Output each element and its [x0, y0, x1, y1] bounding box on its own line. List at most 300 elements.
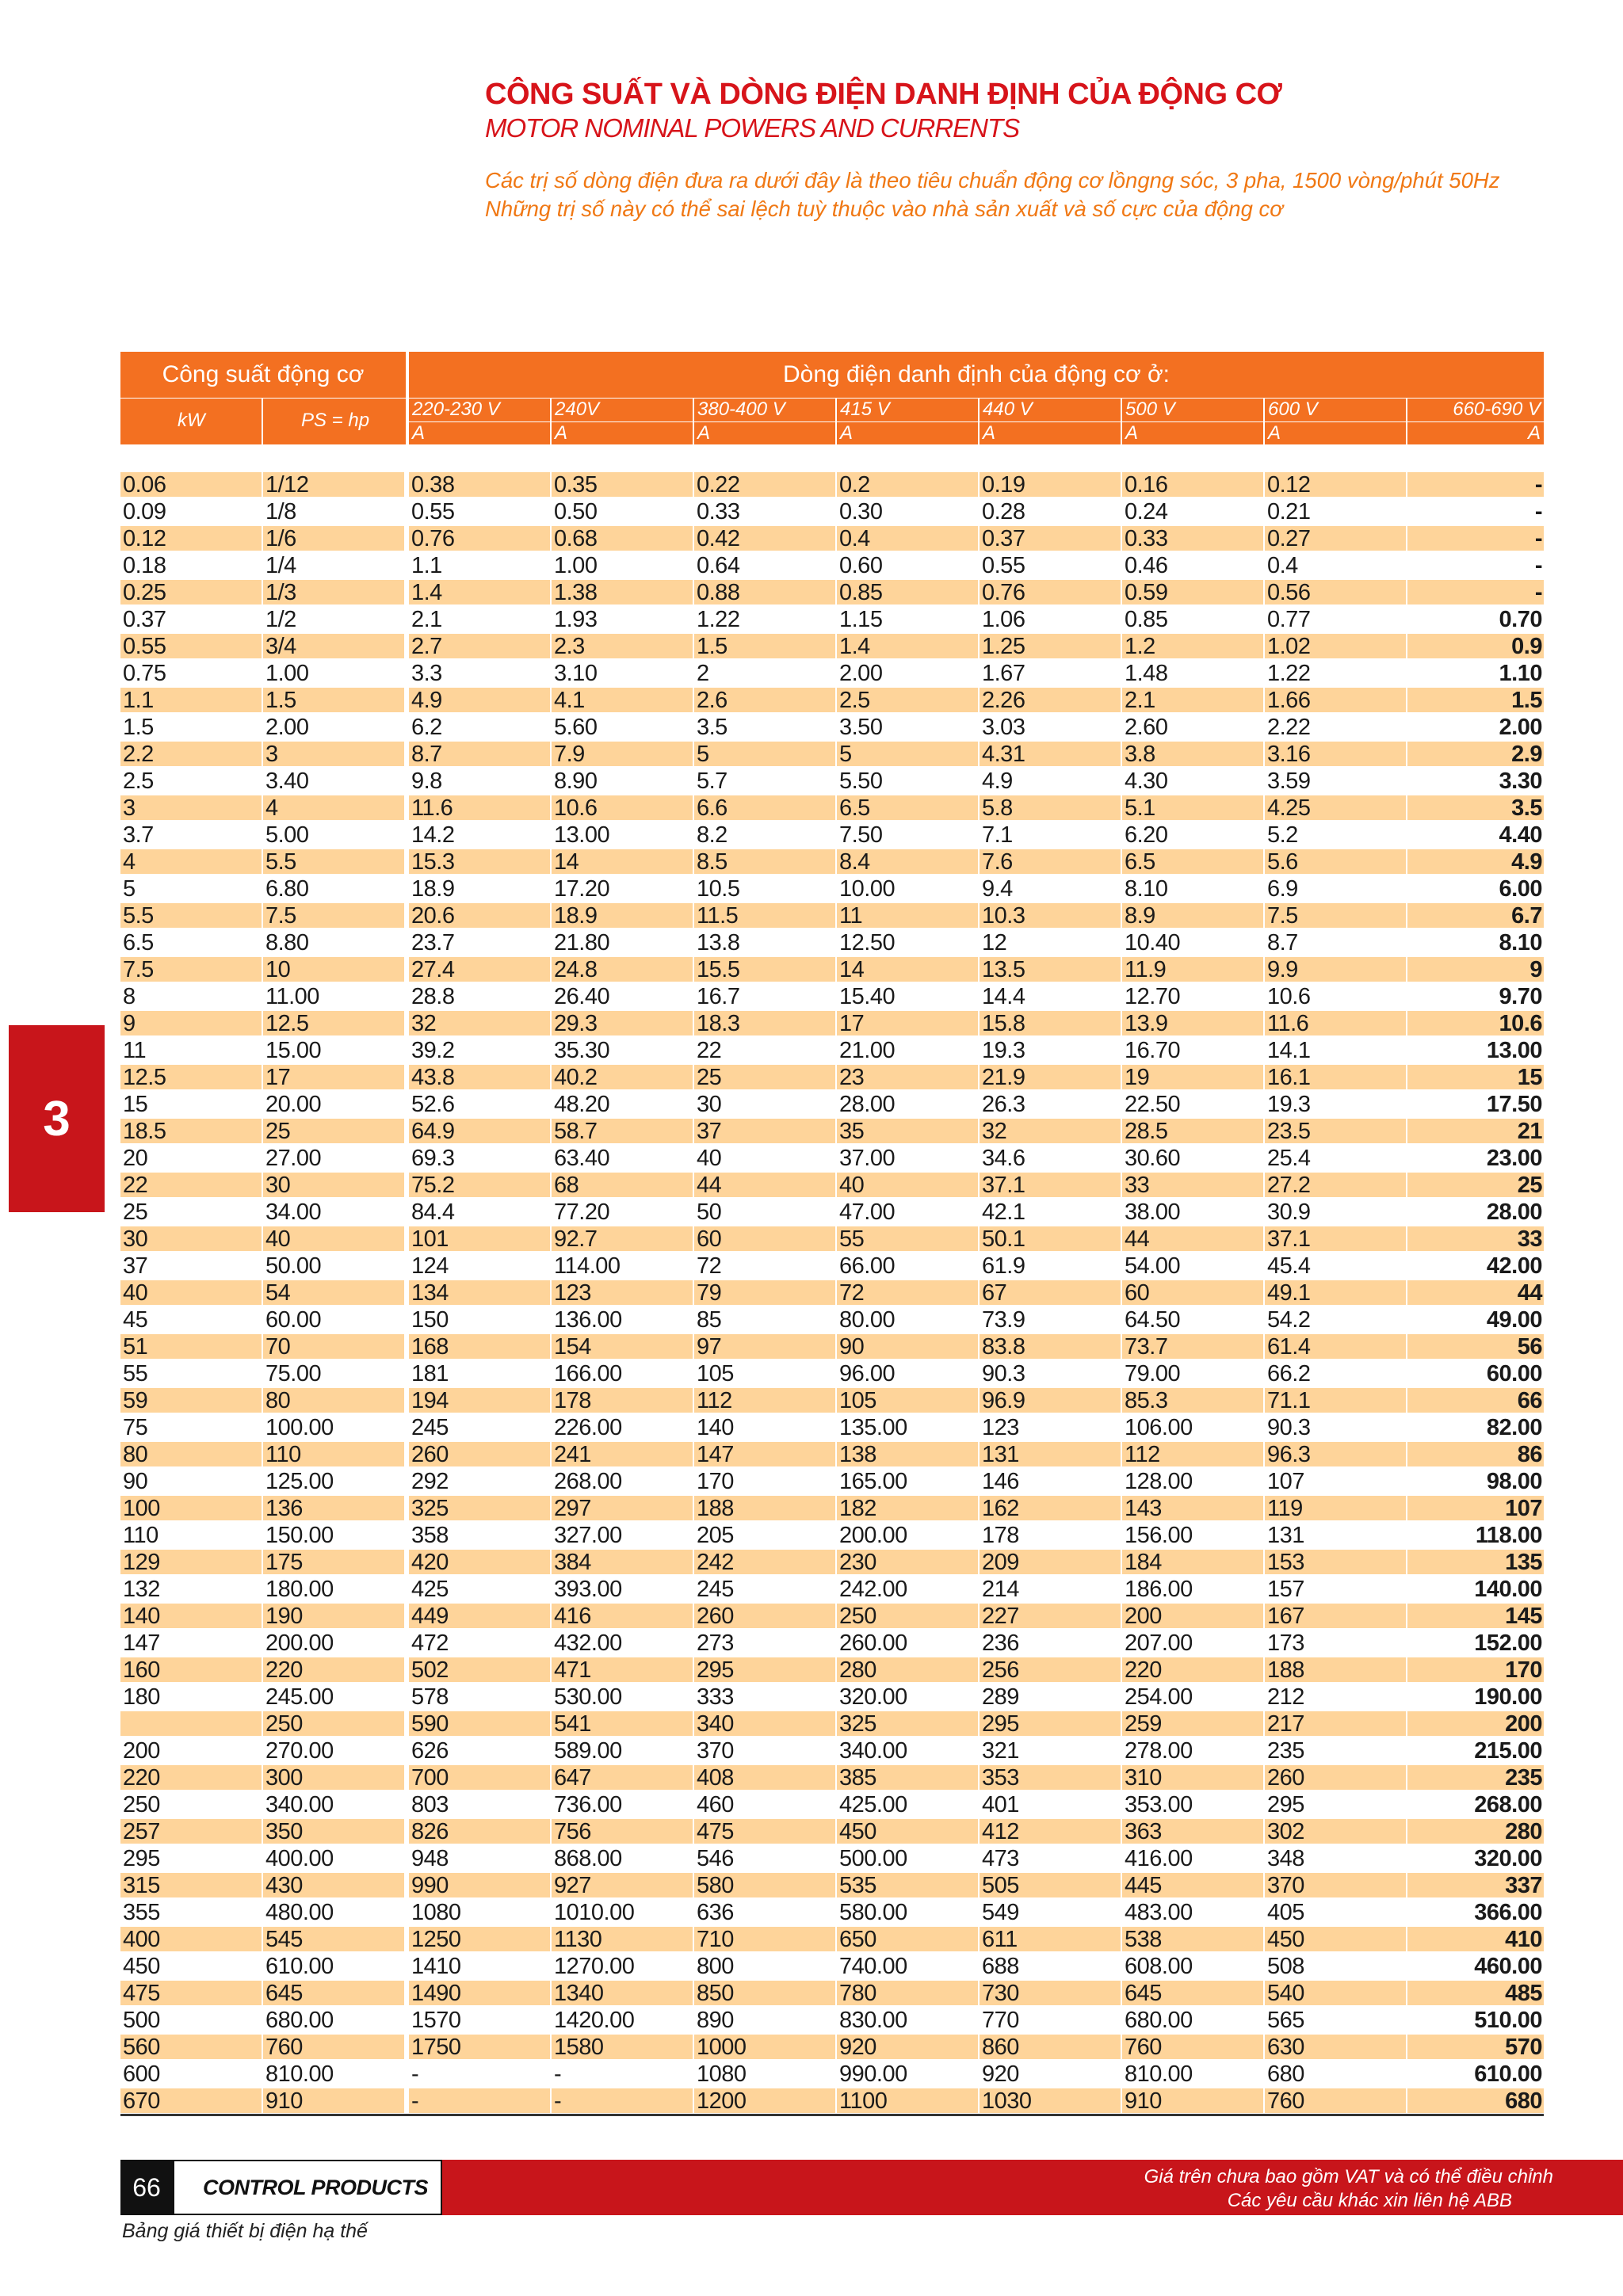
table-cell: 530.00: [554, 1684, 622, 1709]
header-voltage-cell: [1122, 399, 1263, 421]
table-cell: 157: [1267, 1577, 1304, 1601]
table-cell: 2.6: [694, 688, 835, 712]
table-cell: 8.80: [265, 930, 309, 955]
table-cell: 123: [552, 1280, 693, 1305]
table-cell: 412: [980, 1819, 1121, 1844]
table-cell: 66.2: [1267, 1361, 1311, 1386]
table-row: [120, 1199, 1544, 1226]
table-cell: 800: [697, 1954, 734, 1978]
table-cell: 450: [1265, 1927, 1406, 1951]
table-cell: 15.40: [839, 984, 896, 1009]
table-cell: 320.00: [839, 1684, 907, 1709]
table-cell: 8.7: [1267, 930, 1298, 955]
table-cell: 2.00: [839, 661, 883, 685]
table-cell: 71.1: [1265, 1388, 1406, 1413]
table-cell: 385: [837, 1765, 978, 1790]
table-cell: 235: [1267, 1738, 1304, 1763]
table-row: [120, 1792, 1544, 1819]
table-cell: 1200: [694, 2088, 835, 2113]
table-cell: 12: [982, 930, 1007, 955]
table-row: [120, 688, 1544, 715]
header-current: Dòng điện danh định của động cơ ở:: [409, 352, 1544, 398]
table-cell: 19: [1122, 1065, 1263, 1089]
table-cell: 350: [263, 1819, 404, 1844]
table-cell: 101: [409, 1226, 550, 1251]
table-cell: 2.60: [1125, 715, 1168, 739]
table-cell: 295: [694, 1657, 835, 1682]
table-cell: 6.9: [1267, 876, 1298, 901]
table-cell: 302: [1265, 1819, 1406, 1844]
table-cell: 107: [1267, 1469, 1304, 1493]
table-cell: 483.00: [1125, 1900, 1193, 1924]
table-cell: 37.1: [980, 1173, 1121, 1197]
table-cell: 21.00: [839, 1038, 896, 1062]
table-cell: 190: [263, 1604, 404, 1628]
table-cell: 560: [120, 2035, 262, 2059]
table-cell: 472: [411, 1630, 449, 1655]
table-row: [120, 1388, 1544, 1415]
table-cell: 73.7: [1122, 1334, 1263, 1359]
table-cell: 0.85: [1125, 607, 1168, 631]
header-voltage: 415 V: [840, 399, 890, 420]
table-cell: 353: [980, 1765, 1121, 1790]
table-cell: 226.00: [554, 1415, 622, 1440]
table-cell: 33: [1122, 1173, 1263, 1197]
table-cell: 1.2: [1122, 634, 1263, 658]
table-cell: 29.3: [552, 1011, 693, 1035]
table-cell: 5.5: [263, 849, 404, 874]
table-row: [120, 2088, 1544, 2115]
table-cell: 608.00: [1125, 1954, 1193, 1978]
table-cell: 8.7: [409, 742, 550, 766]
notes: [485, 166, 1499, 223]
table-cell: 20: [123, 1146, 148, 1170]
table-cell: 77.20: [554, 1199, 610, 1224]
table-row: [120, 1604, 1544, 1630]
table-cell: 146: [982, 1469, 1019, 1493]
table-cell: 300: [263, 1765, 404, 1790]
table-cell: 0.55: [982, 553, 1025, 578]
table-cell: 14.1: [1267, 1038, 1311, 1062]
table-cell: 850: [694, 1981, 835, 2005]
table-cell: 138: [837, 1442, 978, 1466]
table-row: [120, 1496, 1544, 1523]
table-cell: 19.3: [982, 1038, 1025, 1062]
section-label: CONTROL PRODUCTS: [173, 2160, 442, 2215]
table-cell: 5: [837, 742, 978, 766]
table-cell: 64.50: [1125, 1307, 1181, 1332]
table-cell: 21.9: [980, 1065, 1121, 1089]
table-cell: 107: [1407, 1496, 1544, 1520]
table-row: [120, 1361, 1544, 1388]
table-cell: 450: [837, 1819, 978, 1844]
table-cell: 0.4: [837, 526, 978, 551]
table-cell: 0.12: [120, 526, 262, 551]
table-cell: 16.7: [697, 984, 740, 1009]
table-cell: 32: [980, 1119, 1121, 1143]
table-cell: 69.3: [411, 1146, 455, 1170]
table-cell: 54: [263, 1280, 404, 1305]
table-cell: 0.21: [1267, 499, 1311, 524]
table-cell: 35.30: [554, 1038, 610, 1062]
table-cell: 160: [120, 1657, 262, 1682]
table-cell: 803: [411, 1792, 449, 1817]
table-cell: 5.5: [120, 903, 262, 928]
table-cell: 200: [123, 1738, 160, 1763]
table-cell: 84.4: [411, 1199, 455, 1224]
table-cell: 645: [263, 1981, 404, 2005]
table-cell: 0.38: [409, 472, 550, 497]
table-cell: 11.5: [694, 903, 835, 928]
table-cell: 182: [837, 1496, 978, 1520]
table-cell: 49.00: [1486, 1307, 1542, 1332]
table-cell: 1/8: [265, 499, 296, 524]
table-cell: 15.3: [409, 849, 550, 874]
table-cell: 260: [409, 1442, 550, 1466]
table-cell: 1.93: [554, 607, 598, 631]
table-cell: 505: [980, 1873, 1121, 1897]
header-hp: PS = hp: [301, 410, 370, 431]
table-cell: 4.31: [980, 742, 1121, 766]
table-row: [120, 1927, 1544, 1954]
table-cell: 610.00: [265, 1954, 334, 1978]
table-cell: 60: [1122, 1280, 1263, 1305]
table-cell: 12.50: [839, 930, 896, 955]
table-cell: 0.09: [123, 499, 166, 524]
table-cell: 1340: [552, 1981, 693, 2005]
table-cell: 22: [697, 1038, 722, 1062]
table-cell: 565: [1267, 2008, 1304, 2032]
table-cell: 250: [263, 1711, 404, 1736]
table-cell: 30.9: [1267, 1199, 1311, 1224]
header-unit-cell: [1265, 422, 1406, 444]
table-cell: 1.15: [839, 607, 883, 631]
table-cell: 1.5: [263, 688, 404, 712]
table-cell: 416: [552, 1604, 693, 1628]
table-cell: 1410: [411, 1954, 461, 1978]
table-cell: 670: [120, 2088, 262, 2113]
note-line-2: Những trị số này có thể sai lệch tuỳ thuộc vào nhà sản xuất và số cực của động cơ: [485, 196, 1283, 221]
table-cell: 5: [123, 876, 136, 901]
table-cell: 140.00: [1474, 1577, 1542, 1601]
table-cell: 545: [263, 1927, 404, 1951]
table-cell: 295: [123, 1846, 160, 1871]
table-cell: 408: [694, 1765, 835, 1790]
table-cell: 580: [694, 1873, 835, 1897]
table-cell: 578: [411, 1684, 449, 1709]
table-cell: 0.46: [1125, 553, 1168, 578]
table-cell: 40: [263, 1226, 404, 1251]
table-cell: 0.4: [1267, 553, 1298, 578]
table-cell: 92.7: [552, 1226, 693, 1251]
table-cell: 0.77: [1267, 607, 1311, 631]
table-cell: 13.00: [554, 822, 610, 847]
table-cell: 8: [123, 984, 136, 1009]
table-cell: 4.25: [1265, 795, 1406, 820]
table-cell: 425: [411, 1577, 449, 1601]
table-cell: 20.00: [265, 1092, 322, 1116]
table-row: [120, 1765, 1544, 1792]
table-cell: 1420.00: [554, 2008, 635, 2032]
table-row: [120, 1630, 1544, 1657]
table-cell: 131: [980, 1442, 1121, 1466]
table-cell: 152.00: [1474, 1630, 1542, 1655]
table-cell: 2.00: [1499, 715, 1542, 739]
table-cell: 128.00: [1125, 1469, 1193, 1493]
table-cell: 860: [980, 2035, 1121, 2059]
table-cell: 0.16: [1122, 472, 1263, 497]
table-cell: 7.6: [980, 849, 1121, 874]
table-cell: 18.5: [120, 1119, 262, 1143]
table-cell: 15.00: [265, 1038, 322, 1062]
table-row: [120, 822, 1544, 849]
table-cell: 268.00: [1474, 1792, 1542, 1817]
table-cell: 3.5: [1407, 795, 1544, 820]
table-cell: 280: [837, 1657, 978, 1682]
table-cell: 86: [1407, 1442, 1544, 1466]
table-cell: 2: [697, 661, 709, 685]
table-cell: 4.9: [1407, 849, 1544, 874]
table-row: [120, 1873, 1544, 1900]
table-cell: 1.06: [982, 607, 1025, 631]
table-cell: 134: [409, 1280, 550, 1305]
table-cell: 449: [409, 1604, 550, 1628]
table-cell: 6.20: [1125, 822, 1168, 847]
table-cell: 30: [120, 1226, 262, 1251]
table-cell: 22.50: [1125, 1092, 1181, 1116]
table-cell: 1580: [552, 2035, 693, 2059]
table-cell: 212: [1267, 1684, 1304, 1709]
table-cell: 217: [1265, 1711, 1406, 1736]
table-cell: 2.9: [1407, 742, 1544, 766]
table-cell: 129: [120, 1550, 262, 1574]
table-cell: 0.28: [982, 499, 1025, 524]
header-kw: kW: [178, 410, 205, 431]
table-cell: 0.59: [1122, 580, 1263, 605]
table-cell: 0.55: [120, 634, 262, 658]
table-cell: 1130: [552, 1927, 693, 1951]
table-cell: 445: [1122, 1873, 1263, 1897]
table-cell: 64.9: [409, 1119, 550, 1143]
table-cell: 11.00: [265, 984, 319, 1009]
table-cell: 33: [1407, 1226, 1544, 1251]
table-cell: 162: [980, 1496, 1121, 1520]
table-cell: 14: [552, 849, 693, 874]
table-cell: 295: [980, 1711, 1121, 1736]
table-cell: 13.9: [1122, 1011, 1263, 1035]
table-cell: 50.00: [265, 1253, 322, 1278]
table-cell: 37.00: [839, 1146, 896, 1170]
table-cell: 166.00: [554, 1361, 622, 1386]
table-cell: 112: [1122, 1442, 1263, 1466]
table-cell: 60.00: [265, 1307, 322, 1332]
table-cell: 147: [694, 1442, 835, 1466]
table-cell: 1.02: [1265, 634, 1406, 658]
table-cell: 366.00: [1474, 1900, 1542, 1924]
table-cell: 538: [1122, 1927, 1263, 1951]
table-row: [120, 1577, 1544, 1604]
table-cell: -: [1407, 526, 1544, 551]
header-voltage: 660-690 V: [1453, 399, 1541, 420]
header-voltage-cell: [980, 399, 1121, 421]
table-cell: 0.33: [697, 499, 740, 524]
table-cell: 611: [980, 1927, 1121, 1951]
table-row: [120, 472, 1544, 499]
table-row: [120, 580, 1544, 607]
table-cell: 3.16: [1265, 742, 1406, 766]
table-cell: 245.00: [265, 1684, 334, 1709]
table-cell: 242.00: [839, 1577, 907, 1601]
table-cell: 90: [123, 1469, 148, 1493]
table-cell: 45: [123, 1307, 148, 1332]
table-cell: 1080: [697, 2061, 747, 2086]
table-cell: 80.00: [839, 1307, 896, 1332]
header-kw-cell: [120, 399, 262, 444]
table-cell: 5.6: [1265, 849, 1406, 874]
table-cell: 500.00: [839, 1846, 907, 1871]
table-cell: 310: [1122, 1765, 1263, 1790]
table-row: [120, 526, 1544, 553]
table-cell: 1.4: [409, 580, 550, 605]
table-cell: 100: [120, 1496, 262, 1520]
table-cell: 75.00: [265, 1361, 322, 1386]
table-cell: 2.5: [123, 769, 154, 793]
table-cell: 400: [120, 1927, 262, 1951]
table-cell: 541: [552, 1711, 693, 1736]
table-cell: 20.6: [409, 903, 550, 928]
table-cell: 710: [694, 1927, 835, 1951]
table-cell: 178: [982, 1523, 1019, 1547]
table-cell: 250: [837, 1604, 978, 1628]
table-cell: 6.6: [694, 795, 835, 820]
table-cell: 0.06: [120, 472, 262, 497]
header-unit-cell: [1122, 422, 1263, 444]
table-cell: 4.9: [409, 688, 550, 712]
table-cell: 485: [1407, 1981, 1544, 2005]
table-cell: 16.70: [1125, 1038, 1181, 1062]
table-cell: 0.37: [980, 526, 1121, 551]
table-cell: 401: [982, 1792, 1019, 1817]
table-cell: 460: [697, 1792, 734, 1817]
table-cell: 257: [120, 1819, 262, 1844]
footer-note-2: Các yêu cầu khác xin liên hệ ABB: [1227, 2190, 1512, 2211]
table-cell: 2.7: [409, 634, 550, 658]
table-cell: 17.50: [1486, 1092, 1542, 1116]
table-cell: 220: [1122, 1657, 1263, 1682]
table-cell: 66: [1407, 1388, 1544, 1413]
table-cell: 173: [1267, 1630, 1304, 1655]
table-row: [120, 957, 1544, 984]
table-cell: 27.2: [1265, 1173, 1406, 1197]
table-cell: 475: [120, 1981, 262, 2005]
table-cell: 830.00: [839, 2008, 907, 2032]
table-cell: 136.00: [554, 1307, 622, 1332]
table-row: [120, 1146, 1544, 1173]
table-cell: 546: [697, 1846, 734, 1871]
table-row: [120, 1900, 1544, 1927]
table-cell: 3.5: [697, 715, 727, 739]
table-cell: -: [554, 2061, 562, 2086]
table-cell: 15: [1407, 1065, 1544, 1089]
table-cell: 96.3: [1265, 1442, 1406, 1466]
table-cell: 25: [694, 1065, 835, 1089]
table-cell: 83.8: [980, 1334, 1121, 1359]
table-cell: 278.00: [1125, 1738, 1193, 1763]
table-cell: 10.3: [980, 903, 1121, 928]
table-cell: -: [1534, 499, 1542, 524]
table-cell: 9: [1407, 957, 1544, 982]
header-voltage-cell: [837, 399, 978, 421]
table-cell: 292: [411, 1469, 449, 1493]
table-cell: 6.5: [123, 930, 154, 955]
table-cell: 10.5: [697, 876, 740, 901]
table-cell: 740.00: [839, 1954, 907, 1978]
table-cell: 97: [694, 1334, 835, 1359]
table-cell: 1.22: [1267, 661, 1311, 685]
table-cell: 5.00: [265, 822, 309, 847]
table-cell: 42.00: [1486, 1253, 1542, 1278]
table-cell: 370: [1265, 1873, 1406, 1897]
table-cell: 25: [1407, 1173, 1544, 1197]
table-cell: 135.00: [839, 1415, 907, 1440]
table-cell: 432.00: [554, 1630, 622, 1655]
table-cell: 35: [837, 1119, 978, 1143]
table-cell: 1.00: [554, 553, 598, 578]
table-cell: 770: [982, 2008, 1019, 2032]
table-cell: 259: [1122, 1711, 1263, 1736]
table-cell: 3: [263, 742, 404, 766]
table-cell: 2.22: [1267, 715, 1311, 739]
header-unit: A: [555, 422, 568, 444]
table-cell: 337: [1407, 1873, 1544, 1897]
table-cell: 23.5: [1265, 1119, 1406, 1143]
table-cell: 260: [694, 1604, 835, 1628]
header-unit-cell: [1407, 422, 1544, 444]
table-cell: 75.2: [409, 1173, 550, 1197]
table-cell: 8.10: [1499, 930, 1542, 955]
table-cell: 227: [980, 1604, 1121, 1628]
table-cell: 17: [837, 1011, 978, 1035]
table-cell: 28.8: [411, 984, 455, 1009]
table-cell: 647: [552, 1765, 693, 1790]
table-cell: 10.40: [1125, 930, 1181, 955]
table-cell: 1000: [694, 2035, 835, 2059]
table-cell: 156.00: [1125, 1523, 1193, 1547]
table-cell: 23: [837, 1065, 978, 1089]
table-cell: 460.00: [1474, 1954, 1542, 1978]
table-cell: 7.9: [552, 742, 693, 766]
table-row: [120, 1442, 1544, 1469]
table-cell: 184: [1122, 1550, 1263, 1574]
table-cell: 630: [1265, 2035, 1406, 2059]
table-row: [120, 1684, 1544, 1711]
table-cell: 24.8: [552, 957, 693, 982]
table-cell: 66.00: [839, 1253, 896, 1278]
table-cell: 580.00: [839, 1900, 907, 1924]
table-cell: 295: [1267, 1792, 1304, 1817]
table-cell: 42.1: [982, 1199, 1025, 1224]
table-cell: 50: [697, 1199, 722, 1224]
table-cell: 0.60: [839, 553, 883, 578]
header-unit: A: [983, 422, 996, 444]
table-cell: 273: [697, 1630, 734, 1655]
table-cell: 0.76: [409, 526, 550, 551]
table-cell: 920: [837, 2035, 978, 2059]
table-cell: 3.8: [1122, 742, 1263, 766]
table-cell: 230: [837, 1550, 978, 1574]
table-cell: 384: [552, 1550, 693, 1574]
table-cell: 0.50: [554, 499, 598, 524]
